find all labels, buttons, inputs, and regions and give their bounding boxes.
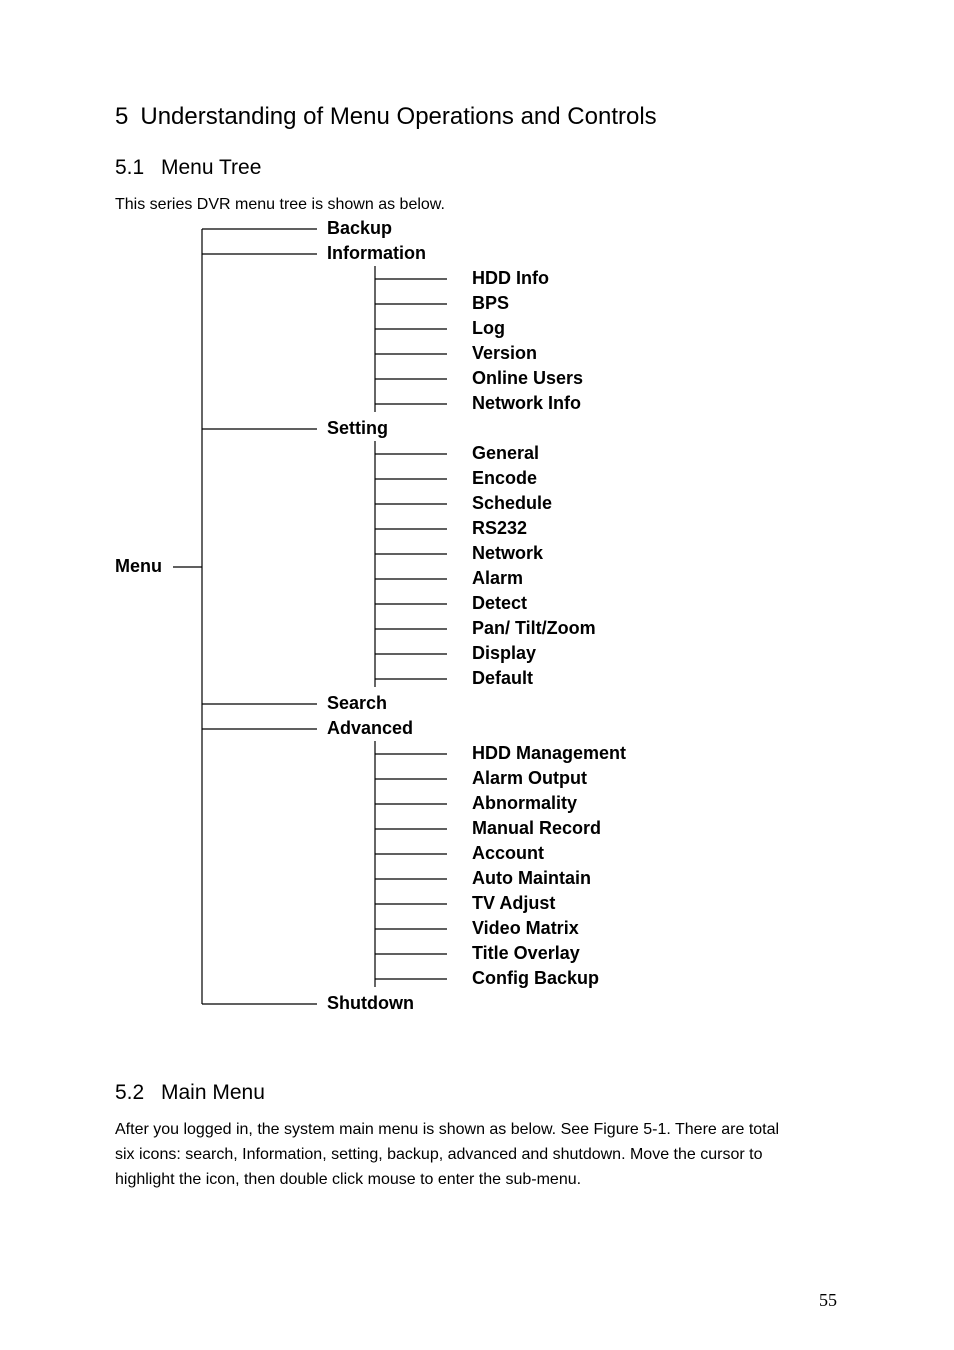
tree-leaf: TV Adjust [472, 892, 556, 913]
tree-node-advanced: Advanced [327, 717, 414, 738]
page-number: 55 [819, 1290, 837, 1310]
tree-leaf: Display [472, 642, 537, 663]
tree-leaf: Pan/ Tilt/Zoom [472, 617, 596, 638]
tree-leaf: Alarm [472, 567, 524, 588]
section-number: 5.1 [115, 156, 145, 179]
tree-leaf: Video Matrix [472, 917, 579, 938]
tree-node-information: Information [327, 242, 426, 263]
tree-leaf: BPS [472, 292, 510, 313]
tree-node-backup: Backup [327, 217, 393, 238]
tree-leaf: Account [472, 842, 544, 863]
tree-leaf: HDD Management [472, 742, 627, 763]
tree-root-label: Menu [115, 555, 162, 576]
tree-intro-text: This series DVR menu tree is shown as below. [115, 196, 445, 213]
section-title: Menu Tree [161, 156, 262, 179]
main-menu-paragraph [115, 1117, 779, 1192]
tree-leaf: Manual Record [472, 817, 602, 838]
tree-leaf: Auto Maintain [472, 867, 591, 888]
tree-leaf: Log [472, 317, 505, 338]
tree-leaf: HDD Info [472, 267, 549, 288]
tree-leaf: Network Info [472, 392, 582, 413]
paragraph-line: After you logged in, the system main menu is shown as below. See Figure 5-1. There are total [115, 1121, 780, 1138]
section-number: 5.2 [115, 1081, 145, 1104]
tree-leaf: Config Backup [472, 967, 600, 988]
section-heading-main-menu [115, 1081, 265, 1105]
paragraph-line: highlight the icon, then double click mouse to enter the sub-menu. [115, 1171, 582, 1188]
tree-node-shutdown: Shutdown [327, 992, 414, 1013]
tree-leaf: General [472, 442, 540, 463]
section-title: Main Menu [161, 1081, 265, 1104]
paragraph-line: six icons: search, Information, setting, backup, advanced and shutdown. Move the cursor to [115, 1146, 763, 1163]
tree-leaf: Online Users [472, 367, 584, 388]
tree-node-search: Search [327, 692, 388, 713]
tree-leaf: Version [472, 342, 538, 363]
tree-leaf: Network [472, 542, 544, 563]
chapter-title: Understanding of Menu Operations and Controls [140, 103, 657, 130]
tree-leaf: RS232 [472, 517, 528, 538]
tree-leaf: Schedule [472, 492, 553, 513]
tree-leaf: Title Overlay [472, 942, 580, 963]
chapter-number: 5 [115, 103, 129, 130]
tree-leaf: Alarm Output [472, 767, 587, 788]
tree-leaf: Abnormality [472, 792, 578, 813]
tree-leaf: Encode [472, 467, 538, 488]
tree-leaf: Default [472, 667, 534, 688]
tree-leaf: Detect [472, 592, 528, 613]
tree-node-setting: Setting [327, 417, 388, 438]
